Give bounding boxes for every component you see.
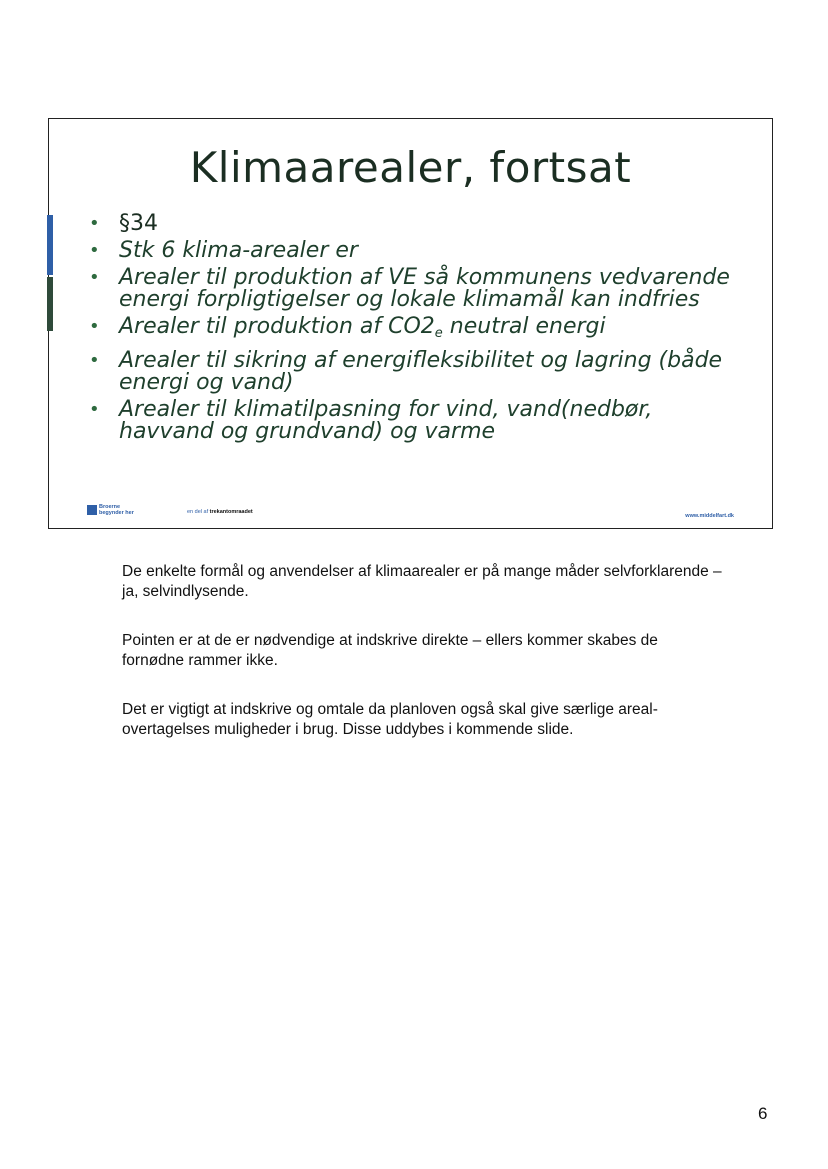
slide-title: Klimaarealer, fortsat xyxy=(189,143,632,192)
note-paragraph: De enkelte formål og anvendelser af klimaarealer er på mange måder selvforklarende – ja, selvindlysende. xyxy=(122,563,722,600)
bullet-list xyxy=(89,213,749,448)
bullet-item xyxy=(89,399,749,443)
bullet-dot: • xyxy=(89,316,100,337)
accent-bar-blue xyxy=(47,215,53,275)
bullet-dot: • xyxy=(89,267,100,288)
bullet-text: Arealer til produktion af VE så kommunens vedvarende energi forpligtigelser og lokale klimamål kan indfries xyxy=(119,265,730,312)
bullet-subscript: e xyxy=(434,326,443,341)
footer-logo-line1: Broerne xyxy=(99,504,121,510)
bullet-dot: • xyxy=(89,240,100,261)
speaker-notes xyxy=(122,562,722,769)
slide-frame xyxy=(48,118,773,529)
accent-bar-green xyxy=(47,277,53,331)
note-paragraph: Pointen er at de er nødvendige at indskrive direkte – ellers kommer skabes de fornødne rammer ikke. xyxy=(122,632,658,669)
bullet-dot: • xyxy=(89,213,100,234)
bullet-text: Stk 6 klima-arealer er xyxy=(119,238,358,263)
bullet-text-after: neutral energi xyxy=(442,314,606,339)
bridge-logo-icon xyxy=(87,505,97,515)
page-number: 6 xyxy=(758,1104,768,1123)
footer-tagline-bold: trekantomraadet xyxy=(209,509,253,515)
bullet-dot: • xyxy=(89,399,100,420)
note-paragraph: Det er vigtigt at indskrive og omtale da planloven også skal give særlige areal-overtagelses muligheder i brug. Disse uddybes i kommende slide. xyxy=(122,701,658,738)
bullet-dot: • xyxy=(89,350,100,371)
footer-logo-text xyxy=(99,504,134,516)
bullet-item xyxy=(89,316,749,345)
bullet-item xyxy=(89,213,749,235)
bullet-item xyxy=(89,350,749,394)
footer-url: www.middelfart.dk xyxy=(685,513,734,519)
footer-tagline xyxy=(187,509,253,515)
bullet-item xyxy=(89,267,749,311)
footer-logo-line2: begynder her xyxy=(99,510,134,516)
bullet-text: Arealer til klimatilpasning for vind, vand(nedbør, havvand og grundvand) og varme xyxy=(119,397,653,444)
footer-tagline-prefix: en del af xyxy=(187,509,209,515)
bullet-text: Arealer til sikring af energifleksibilitet og lagring (både energi og vand) xyxy=(119,348,723,395)
bullet-text-before: Arealer til produktion af CO2 xyxy=(119,314,435,339)
bullet-item xyxy=(89,240,749,262)
footer-logo xyxy=(87,504,134,516)
bullet-text: §34 xyxy=(119,211,158,236)
